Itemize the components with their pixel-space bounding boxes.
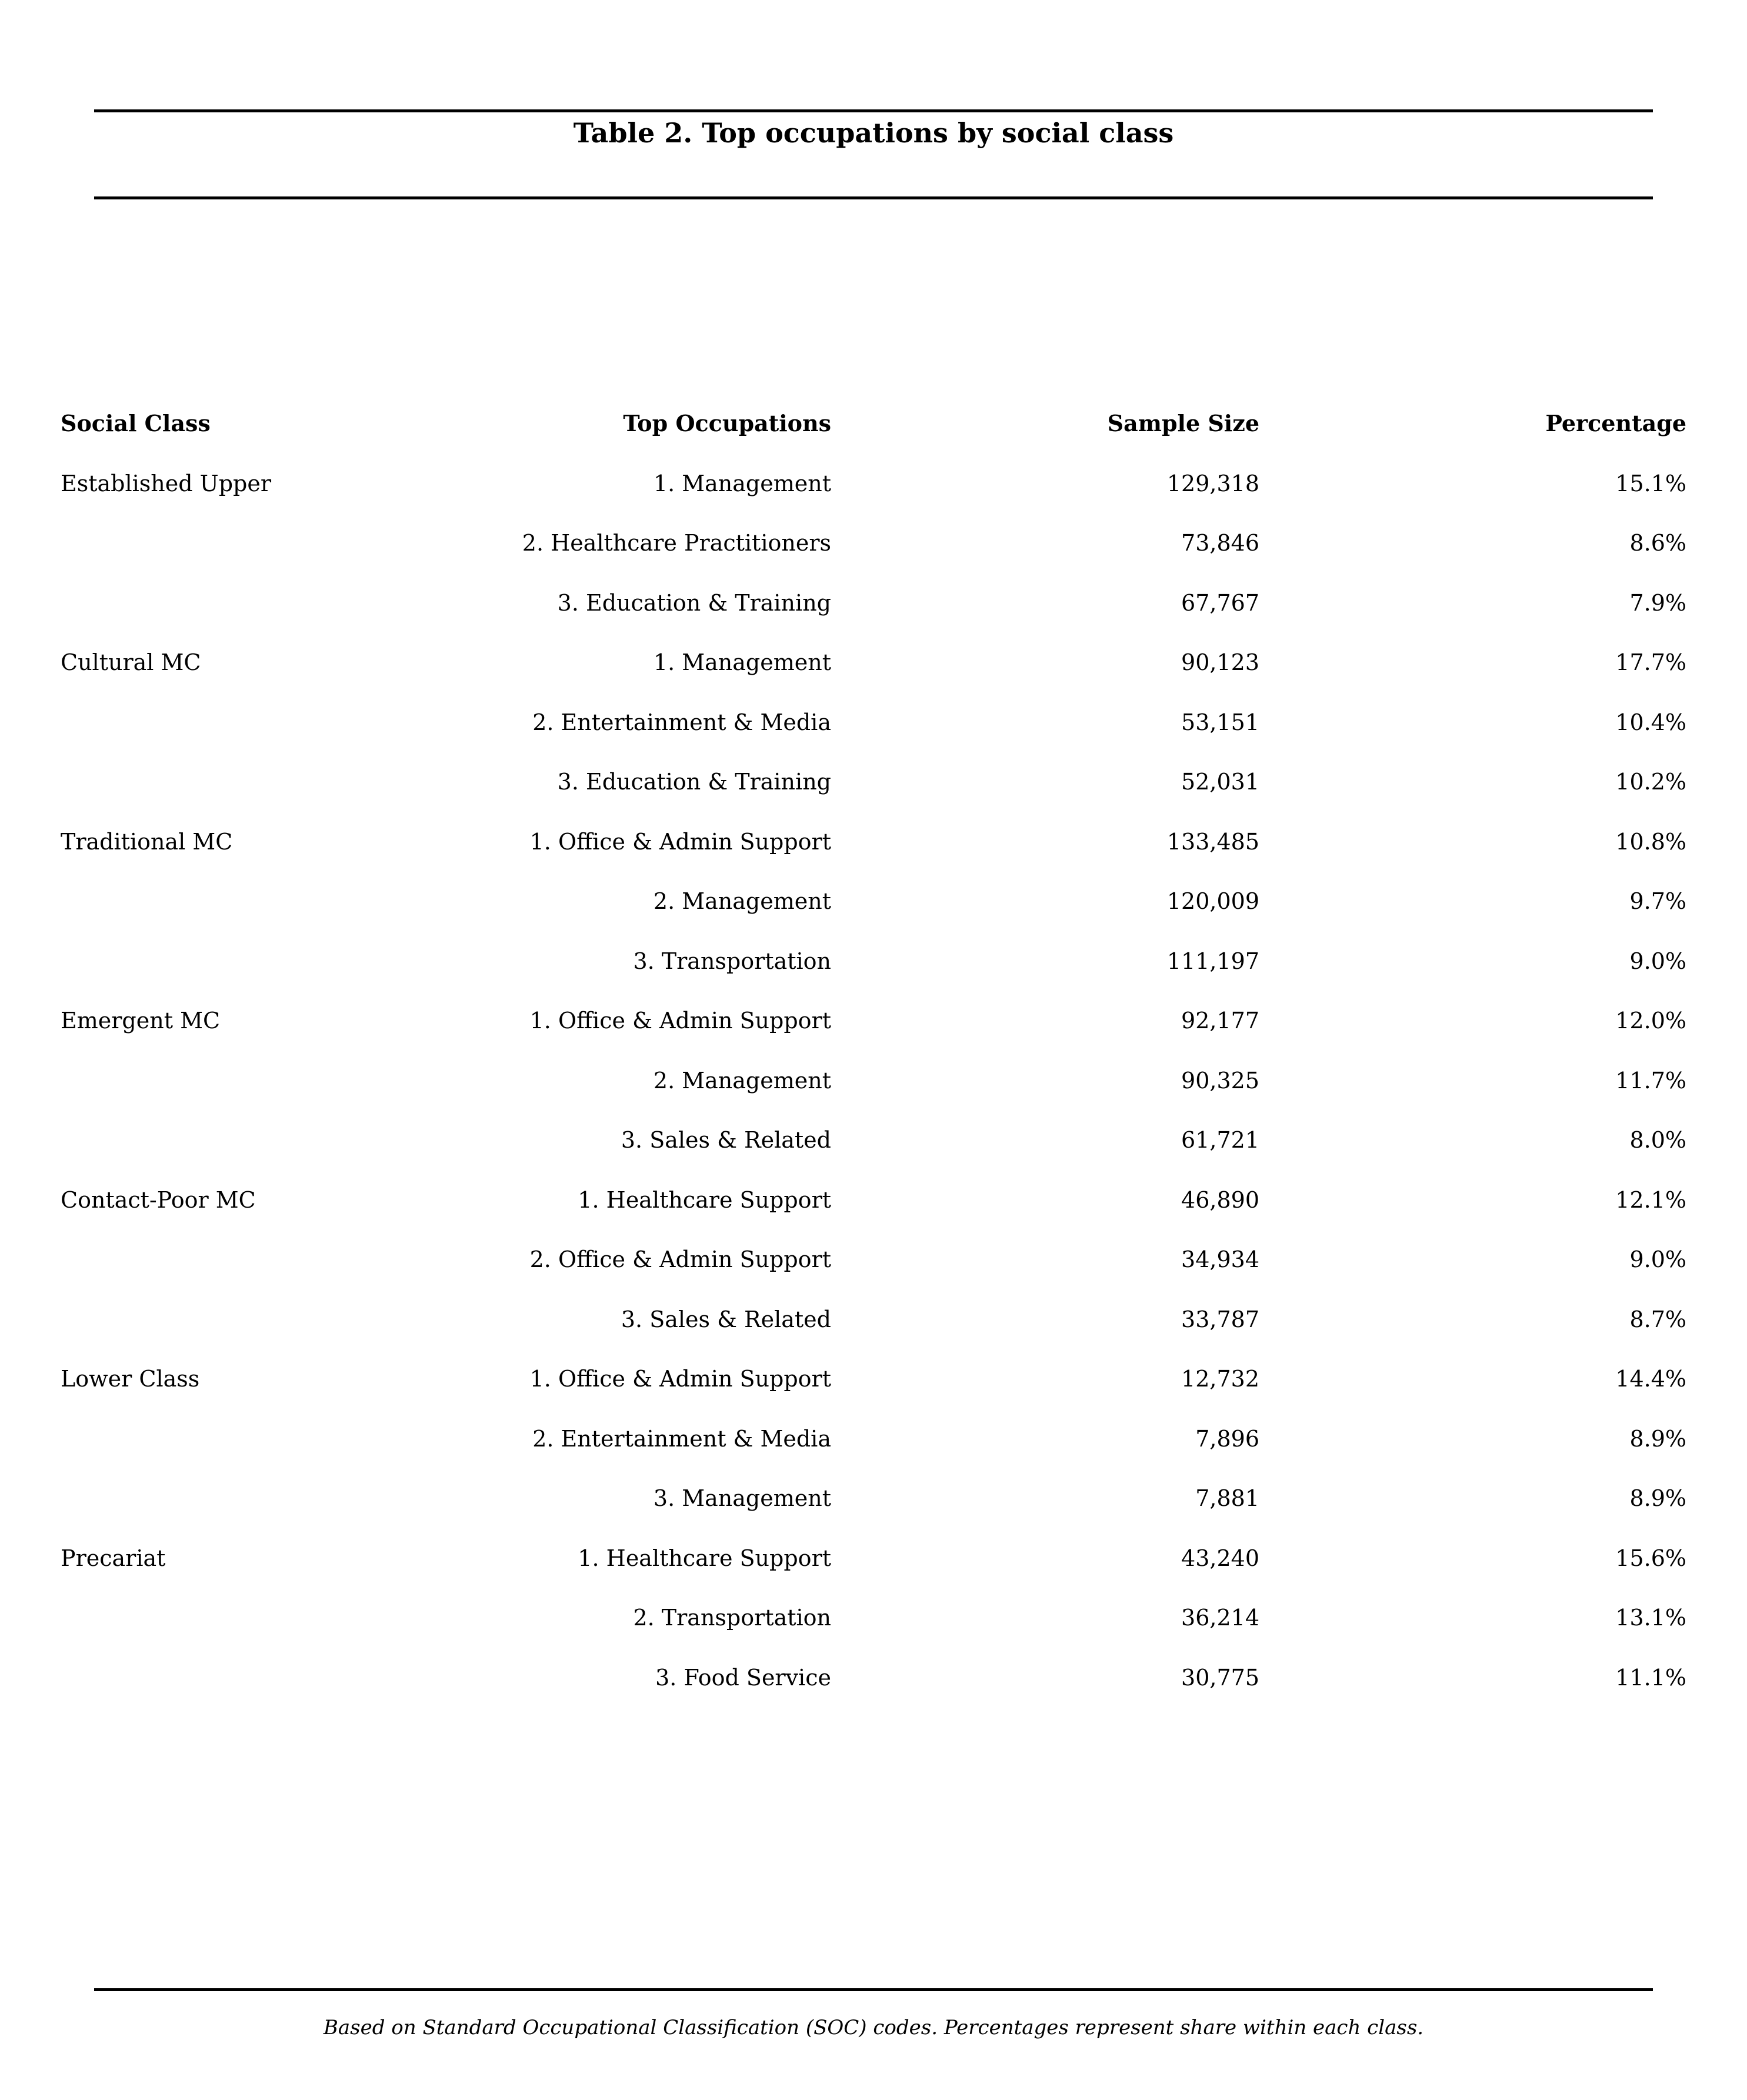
percentage-cell: 7.9% [1629, 589, 1686, 616]
percentage-cell: 8.6% [1629, 530, 1686, 556]
table-row [0, 1302, 1747, 1362]
table-header-row [0, 406, 1747, 466]
social-class-cell: Established Upper [61, 470, 271, 496]
table-row [0, 705, 1747, 765]
percentage-cell: 10.2% [1615, 769, 1686, 795]
percentage-cell: 9.0% [1629, 1246, 1686, 1272]
sample-size-cell: 30,775 [1181, 1664, 1259, 1691]
percentage-cell: 13.1% [1615, 1605, 1686, 1631]
table-row [0, 1063, 1747, 1123]
table-row [0, 764, 1747, 824]
table-row [0, 1003, 1747, 1063]
sample-size-cell: 111,197 [1166, 948, 1259, 974]
table-row [0, 1481, 1747, 1541]
table-row [0, 645, 1747, 705]
sample-size-cell: 129,318 [1166, 470, 1259, 496]
table-title: Table 2. Top occupations by social class [573, 117, 1174, 149]
percentage-cell: 8.9% [1629, 1485, 1686, 1511]
table-row [0, 1600, 1747, 1660]
header-percentage: Percentage [1545, 410, 1686, 436]
table-body [0, 466, 1747, 1720]
occupation-cell: 3. Food Service [655, 1664, 831, 1691]
occupation-cell: 1. Office & Admin Support [529, 828, 831, 855]
table-row [0, 585, 1747, 645]
table-row [0, 884, 1747, 944]
table-row [0, 466, 1747, 526]
percentage-cell: 10.4% [1615, 709, 1686, 735]
social-class-cell: Lower Class [61, 1366, 200, 1392]
occupation-table [0, 406, 1747, 1719]
percentage-cell: 9.7% [1629, 888, 1686, 914]
table-row [0, 1361, 1747, 1421]
percentage-cell: 11.7% [1615, 1067, 1686, 1094]
occupation-cell: 1. Office & Admin Support [529, 1008, 831, 1034]
sample-size-cell: 52,031 [1181, 769, 1259, 795]
social-class-cell: Emergent MC [61, 1008, 221, 1034]
sample-size-cell: 12,732 [1181, 1366, 1259, 1392]
table-row [0, 1541, 1747, 1601]
social-class-cell: Cultural MC [61, 649, 201, 675]
occupation-cell: 3. Management [653, 1485, 831, 1511]
social-class-cell: Contact-Poor MC [61, 1186, 256, 1213]
sample-size-cell: 133,485 [1166, 828, 1259, 855]
percentage-cell: 12.1% [1615, 1186, 1686, 1213]
sample-size-cell: 90,325 [1181, 1067, 1259, 1094]
sample-size-cell: 53,151 [1181, 709, 1259, 735]
sample-size-cell: 7,881 [1195, 1485, 1259, 1511]
bottom-rule [94, 1988, 1653, 1991]
occupation-cell: 1. Healthcare Support [578, 1186, 831, 1213]
table-row [0, 944, 1747, 1004]
sample-size-cell: 7,896 [1195, 1425, 1259, 1452]
table-row [0, 1122, 1747, 1182]
occupation-cell: 3. Education & Training [557, 589, 831, 616]
occupation-cell: 3. Transportation [633, 948, 831, 974]
percentage-cell: 15.1% [1615, 470, 1686, 496]
occupation-cell: 1. Management [653, 470, 831, 496]
table-row [0, 1182, 1747, 1242]
percentage-cell: 8.0% [1629, 1127, 1686, 1153]
sample-size-cell: 90,123 [1181, 649, 1259, 675]
occupation-cell: 1. Office & Admin Support [529, 1366, 831, 1392]
sample-size-cell: 120,009 [1166, 888, 1259, 914]
sample-size-cell: 36,214 [1181, 1605, 1259, 1631]
percentage-cell: 11.1% [1615, 1664, 1686, 1691]
occupation-cell: 2. Healthcare Practitioners [522, 530, 831, 556]
sample-size-cell: 67,767 [1181, 589, 1259, 616]
occupation-cell: 2. Entertainment & Media [532, 709, 831, 735]
table-row [0, 824, 1747, 884]
percentage-cell: 14.4% [1615, 1366, 1686, 1392]
percentage-cell: 8.7% [1629, 1306, 1686, 1332]
occupation-cell: 2. Management [653, 888, 831, 914]
occupation-cell: 3. Sales & Related [621, 1306, 831, 1332]
sample-size-cell: 43,240 [1181, 1545, 1259, 1571]
sample-size-cell: 73,846 [1181, 530, 1259, 556]
occupation-cell: 1. Management [653, 649, 831, 675]
top-rule [94, 109, 1653, 112]
sample-size-cell: 61,721 [1181, 1127, 1259, 1153]
occupation-cell: 2. Management [653, 1067, 831, 1094]
occupation-cell: 2. Office & Admin Support [529, 1246, 831, 1272]
sample-size-cell: 92,177 [1181, 1008, 1259, 1034]
social-class-cell: Precariat [61, 1545, 166, 1571]
table-row [0, 1421, 1747, 1481]
sample-size-cell: 33,787 [1181, 1306, 1259, 1332]
occupation-cell: 1. Healthcare Support [578, 1545, 831, 1571]
title-rule [94, 196, 1653, 199]
social-class-cell: Traditional MC [61, 828, 233, 855]
percentage-cell: 17.7% [1615, 649, 1686, 675]
percentage-cell: 15.6% [1615, 1545, 1686, 1571]
header-top-occupations: Top Occupations [623, 410, 831, 436]
percentage-cell: 10.8% [1615, 828, 1686, 855]
sample-size-cell: 34,934 [1181, 1246, 1259, 1272]
sample-size-cell: 46,890 [1181, 1186, 1259, 1213]
percentage-cell: 12.0% [1615, 1008, 1686, 1034]
occupation-cell: 2. Entertainment & Media [532, 1425, 831, 1452]
occupation-cell: 2. Transportation [633, 1605, 831, 1631]
table-row [0, 525, 1747, 585]
occupation-cell: 3. Sales & Related [621, 1127, 831, 1153]
header-social-class: Social Class [61, 410, 211, 436]
occupation-cell: 3. Education & Training [557, 769, 831, 795]
header-sample-size: Sample Size [1107, 410, 1259, 436]
table-footnote: Based on Standard Occupational Classification (SOC) codes. Percentages represent share within each class. [323, 2016, 1424, 2039]
percentage-cell: 8.9% [1629, 1425, 1686, 1452]
table-row [0, 1242, 1747, 1302]
table-row [0, 1660, 1747, 1720]
percentage-cell: 9.0% [1629, 948, 1686, 974]
